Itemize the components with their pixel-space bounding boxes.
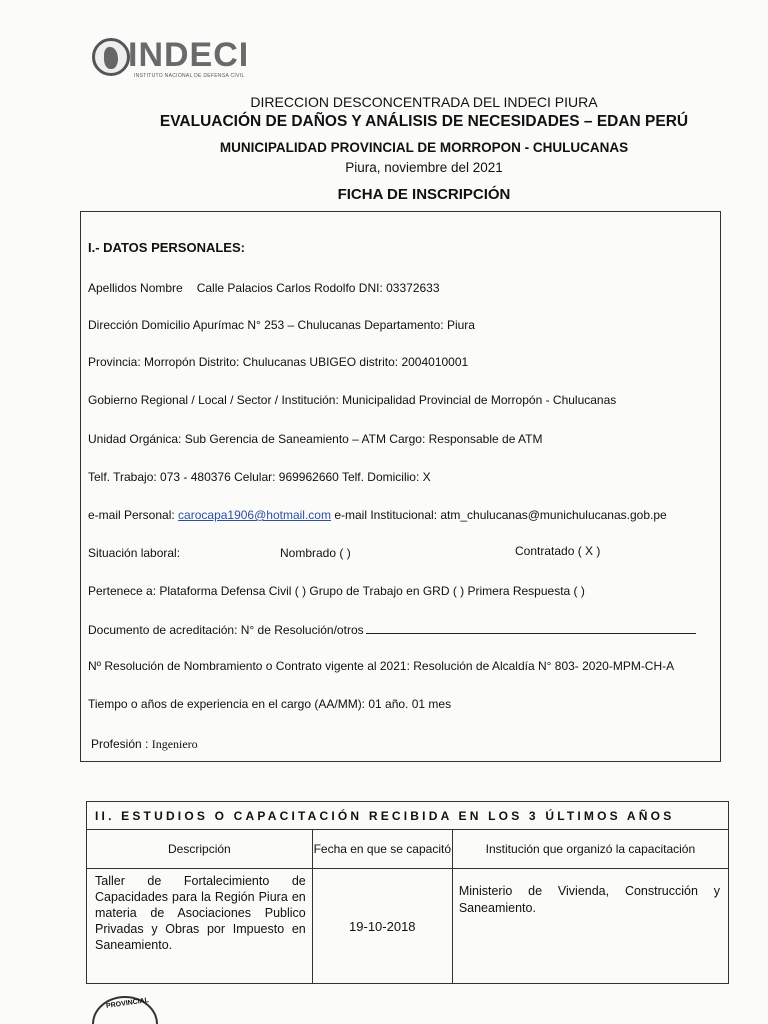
field-documento [88,623,696,637]
email-institucional: e-mail Institucional: atm_chulucanas@munichulucanas.gob.pe [330,508,667,522]
header-directorate: DIRECCION DESCONCENTRADA DEL INDECI PIURA [250,94,598,110]
field-nombre-value: Calle Palacios Carlos Rodolfo DNI: 03372633 [196,281,440,295]
row-fecha: 19-10-2018 [312,869,452,984]
field-gobierno: Gobierno Regional / Local / Sector / Institución: Municipalidad Provincial de Morropón - Chulucanas [88,393,617,407]
field-resolucion: Nº Resolución de Nombramiento o Contrato vigente al 2021: Resolución de Alcaldía N° 803- 2020-MPM-CH-A [88,659,675,673]
col-fecha: Fecha en que se capacitó [312,830,452,869]
profesion-value: Ingeniero [151,737,198,751]
row-institucion: Ministerio de Vivienda, Construcción y Saneamiento. [452,869,728,984]
field-telefono: Telf. Trabajo: 073 - 480376 Celular: 969962660 Telf. Domicilio: X [88,470,431,484]
table-row [87,869,729,984]
logo-wordmark: INDECI [128,36,250,74]
row-descripcion: Taller de Fortalecimiento de Capacidades para la Región Piura en materia de Asociaciones Publico Privadas y Obras por Impuesto en Saneamiento. [87,869,313,984]
option-nombrado: Nombrado ( ) [280,546,351,560]
documento-label: Documento de acreditación: N° de Resolución/otros [88,623,364,637]
header-date: Piura, noviembre del 2021 [345,160,503,175]
peru-map-emblem-icon [92,38,130,76]
header-municipality: MUNICIPALIDAD PROVINCIAL DE MORROPON - CHULUCANAS [219,140,629,155]
field-provincia: Provincia: Morropón Distrito: Chulucanas UBIGEO distrito: 2004010001 [88,355,469,369]
field-tiempo: Tiempo o años de experiencia en el cargo (AA/MM): 01 año. 01 mes [88,697,452,711]
field-email [88,508,667,522]
field-nombre-label: Apellidos Nombre [88,281,183,295]
form-title: FICHA DE INSCRIPCIÓN [337,186,511,203]
email-personal-link[interactable]: carocapa1906@hotmail.com [178,508,331,522]
logo-subtitle: INSTITUTO NACIONAL DE DEFENSA CIVIL [134,73,245,79]
documento-blank-line [366,623,696,634]
municipal-seal-stamp [92,994,158,1024]
studies-table [86,801,729,984]
profesion-label: Profesión : [91,737,152,751]
seal-text: PROVINCIAL [105,997,150,1010]
field-nombre [88,281,440,295]
indeci-logo [88,36,248,84]
field-unidad: Unidad Orgánica: Sub Gerencia de Saneamiento – ATM Cargo: Responsable de ATM [88,432,543,446]
header-evaluation-title: EVALUACIÓN DE DAÑOS Y ANÁLISIS DE NECESIDADES – EDAN PERÚ [159,113,689,130]
section-personal-title: I.- DATOS PERSONALES: [88,240,245,255]
situacion-label: Situación laboral: [88,546,181,560]
option-contratado: Contratado ( X ) [515,544,601,558]
email-personal-label: e-mail Personal: [88,508,179,522]
field-direccion: Dirección Domicilio Apurímac N° 253 – Chulucanas Departamento: Piura [88,318,475,332]
field-pertenece: Pertenece a: Plataforma Defensa Civil ( ) Grupo de Trabajo en GRD ( ) Primera Respuesta ( ) [88,584,585,598]
col-institucion: Institución que organizó la capacitación [452,830,728,869]
field-profesion [91,737,198,752]
col-descripcion: Descripción [87,830,313,869]
section-studies-title: II. ESTUDIOS O CAPACITACIÓN RECIBIDA EN LOS 3 ÚLTIMOS AÑOS [87,802,729,830]
field-situacion-laboral [88,546,180,560]
